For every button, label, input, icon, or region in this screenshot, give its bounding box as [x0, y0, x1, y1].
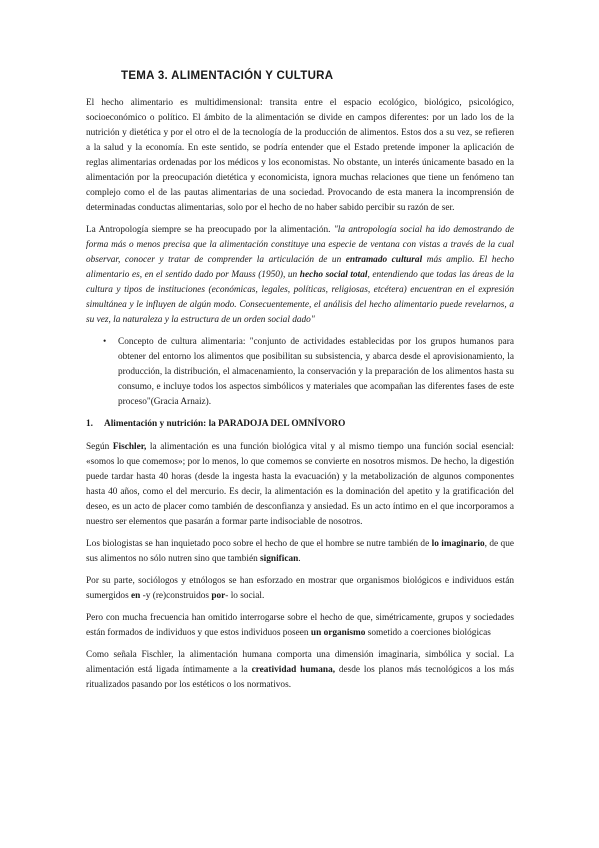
bold-term-por: por — [211, 591, 226, 601]
text-run: Según — [86, 442, 113, 452]
bold-term-creatividad: creatividad humana, — [251, 665, 336, 675]
document-title: TEMA 3. ALIMENTACIÓN Y CULTURA — [121, 70, 334, 82]
paragraph-antropologia — [86, 223, 514, 328]
section-label: Alimentación y nutrición: la — [104, 419, 219, 429]
paragraph-organismo — [86, 611, 514, 641]
section-number: 1. — [86, 419, 93, 429]
text-run: , de que sus alimentos no sólo nutren sino que también — [86, 539, 514, 564]
document-body — [86, 96, 514, 700]
text-run: desde los planos más tecnológicos a los más ritualizados pasando por los estéticos o los normativos. — [86, 665, 514, 690]
quote-text: "la antropología social ha ido demostrando de forma más o menos precisa que la alimentación constituye una especie de ventana con vistas a través de la cual observar, conocer y tratar de comprender la articulación de un — [86, 225, 515, 265]
paragraph-intro-text: La Antropología siempre se ha preocupado por la alimentación. — [86, 225, 334, 235]
bold-term-entramado: entramado cultural — [345, 255, 423, 265]
text-run: Pero con mucha frecuencia han omitido interrogarse sobre el hecho de que, simétricamente, grupos y sociedades están formados de individuos y que estos individuos poseen — [86, 613, 514, 638]
bold-term-organismo: un organismo — [310, 628, 366, 638]
text-run: la alimentación es una función biológica vital y al mismo tiempo una función social esencial: «somos lo que comemos»; por lo menos, lo que comemos se convierte en nosotros mismos. De hecho, la digestión puede tardar hasta 40 horas (desde la ingesta hasta la evacuación) y la metabolización de algunos componentes hasta 40 años, como el del mercurio. Es decir, la alimentación es la dominación del apetito y la gratificación del deseo, es un acto de placer como también de desconfianza y ansiedad. Es un acto íntimo en el que incorporamos a nuestro ser elementos que pasarán a formar parte indisociable de nosotros. — [86, 442, 514, 527]
bullet-marker: • — [103, 337, 107, 347]
text-run: Los biologistas se han inquietado poco sobre el hecho de que el hombre se nutre también de — [86, 539, 432, 549]
text-run: Como señala Fischler, la alimentación humana comporta una dimensión imaginaria, simbólica y social. La alimentación está ligada íntimamente a la — [86, 650, 514, 675]
bold-term-hecho-social: hecho social total — [299, 270, 368, 280]
text-run: Por su parte, sociólogos y etnólogos se han esforzado en mostrar que organismos biológicos e individuos están sumergidos — [86, 576, 514, 601]
section-label-caps: PARADOJA DEL OMNÍVORO — [218, 419, 346, 429]
paragraph-biologistas — [86, 537, 514, 567]
bullet-cultura-alimentaria — [86, 335, 514, 410]
text-run: -y (re)construidos — [140, 591, 212, 601]
quote-text: más amplio. El hecho alimentario es, en el sentido dado por Mauss (1950), un — [86, 255, 514, 280]
text-run: - lo social. — [225, 591, 265, 601]
bold-term-imaginario: lo imaginario — [431, 539, 485, 549]
paragraph-hecho-alimentario: El hecho alimentario es multidimensional: transita entre el espacio ecológico, biológico, psicológico, socioeconómico o político. El ámbito de la alimentación se divide en campos diferentes: por un lado los de la nutrición y dietética y por el otro el de la tecnología de la producción de alimentos. Estos dos a su vez, se refieren a la salud y la economía. En este sentido, se podría entender que el Estado pretende imponer la aplicación de reglas alimentarias ordenadas por los médicos y los economistas. No obstante, un interés únicamente basado en la alimentación por la preocupación dietética y economicista, ignora muchas relaciones que tiene un fenómeno tan complejo como el de las pautas alimentarias de una sociedad. Provocando de esta manera la incomprensión de determinadas conductas alimentarias, solo por el hecho de no haber sabido percibir su razón de ser. — [86, 98, 514, 213]
quote-text: , entendiendo que todas las áreas de la cultura y tipos de instituciones (económicas, legales, políticas, religiosas, etcétera) encuentran en el expresión simultánea y le influyen de algún modo. Consecuentemente, el análisis del hecho alimentario puede revelarnos, a su vez, la naturaleza y la estructura de un orden social dado" — [86, 270, 514, 325]
paragraph-sociologos — [86, 574, 514, 604]
text-run: sometido a coerciones biológicas — [365, 628, 491, 638]
text-run: . — [298, 554, 301, 564]
bold-term-significan: significan — [260, 554, 299, 564]
section-heading — [86, 417, 514, 432]
bullet-text: Concepto de cultura alimentaria: "conjunto de actividades establecidas por los grupos humanos para obtener del entorno los alimentos que posibilitan su subsistencia, y abarca desde el aprovisionamiento, la producción, la distribución, el almacenamiento, la conservación y la preparación de los alimentos hasta su consumo, e incluye todos los aspectos simbólicos y materiales que acompañan las diferentes fases de este proceso"(Gracia Arnaiz). — [118, 337, 514, 407]
paragraph-creatividad — [86, 648, 514, 693]
bold-term-en: en — [131, 591, 141, 601]
bold-term-fischler: Fischler, — [112, 442, 147, 452]
paragraph-fischler — [86, 440, 514, 530]
